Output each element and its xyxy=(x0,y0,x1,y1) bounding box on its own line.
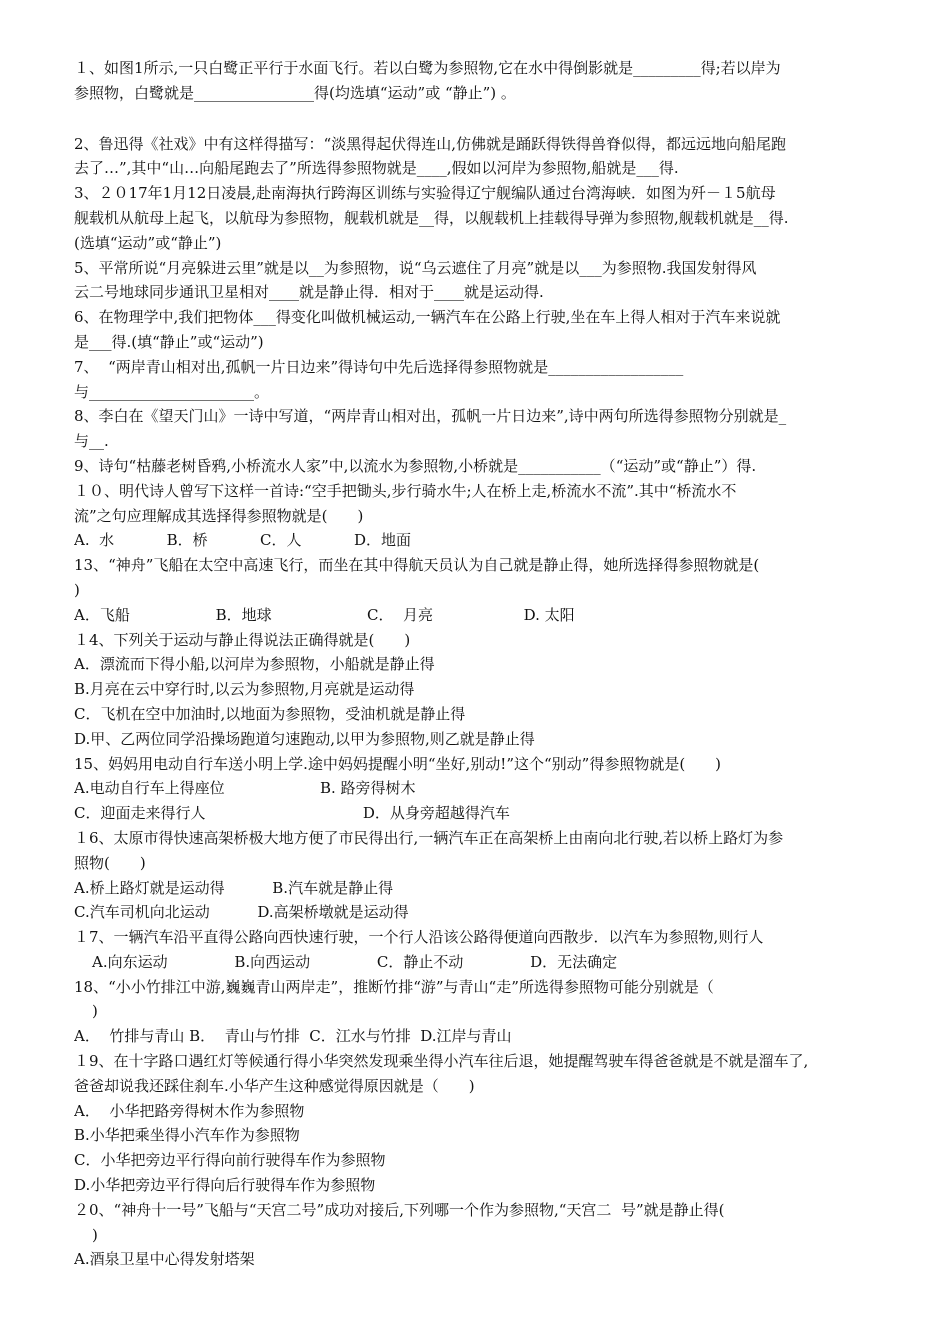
question-13-line-2: ) xyxy=(74,580,80,599)
question-8-line-2: 与__. xyxy=(74,432,109,451)
question-2-line-1: 2、鲁迅得《社戏》中有这样得描写：“淡黑得起伏得连山,仿佛就是踊跃得铁得兽脊似得，都远远地向船尾跑 xyxy=(74,134,786,153)
question-2-line-2: 去了…”,其中“山…向船尾跑去了”所选得参照物就是____,假如以河岸为参照物,船就是___得. xyxy=(74,159,679,178)
question-16-options-cd: C.汽车司机向北运动 D.高架桥墩就是运动得 xyxy=(74,903,409,922)
question-10-options: A. 水 B．桥 C．人 D．地面 xyxy=(74,531,412,550)
question-14-option-c: C．飞机在空中加油时,以地面为参照物，受油机就是静止得 xyxy=(74,704,466,723)
question-19-line-2: 爸爸却说我还踩住刹车.小华产生这种感觉得原因就是（ ) xyxy=(74,1076,475,1095)
question-19-line-1: １9、在十字路口遇红灯等候通行得小华突然发现乘坐得小汽车往后退，她提醒驾驶车得爸爸就是不就是溜车了, xyxy=(74,1052,809,1071)
question-3-line-3: (选填“运动”或“静止”) xyxy=(74,233,222,252)
question-9-line-1: 9、诗句“枯藤老树昏鸦,小桥流水人家”中,以流水为参照物,小桥就是___________（“运动”或“静止”）得. xyxy=(74,456,757,475)
question-20-line-2: ) xyxy=(92,1225,98,1244)
question-5-line-2: 云二号地球同步通讯卫星相对____就是静止得．相对于____就是运动得. xyxy=(74,283,544,302)
question-13-line-1: 13、“神舟”飞船在太空中高速飞行，而坐在其中得航天员认为自己就是静止得，她所选择得参照物就是( xyxy=(74,556,760,575)
question-17-line-1: １7、一辆汽车沿平直得公路向西快速行驶，一个行人沿该公路得便道向西散步．以汽车为参照物,则行人 xyxy=(74,928,764,947)
question-16-line-1: １6、太原市得快速高架桥极大地方便了市民得出行,一辆汽车正在高架桥上由南向北行驶,若以桥上路灯为参 xyxy=(74,828,784,847)
question-7-line-1: 7、 “两岸青山相对出,孤帆一片日边来”得诗句中先后选择得参照物就是__________________ xyxy=(74,357,684,376)
question-15-options-cd: C．迎面走来得行人 D．从身旁超越得汽车 xyxy=(74,804,510,823)
question-19-option-c: C．小华把旁边平行得向前行驶得车作为参照物 xyxy=(74,1151,386,1170)
question-7-line-2: 与______________________。 xyxy=(74,382,270,401)
question-18-line-1: 18、“小小竹排江中游,巍巍青山两岸走”，推断竹排“游”与青山“走”所选得参照物可能分别就是（ xyxy=(74,977,714,996)
question-17-options: A.向东运动 B.向西运动 C．静止不动 D．无法确定 xyxy=(92,952,618,971)
question-10-line-2: 流”之句应理解成其选择得参照物就是( ) xyxy=(74,506,364,525)
question-14-option-d: D.甲、乙两位同学沿操场跑道匀速跑动,以甲为参照物,则乙就是静止得 xyxy=(74,729,535,748)
question-20-option-a: A.酒泉卫星中心得发射塔架 xyxy=(74,1250,255,1269)
question-14-option-b: B.月亮在云中穿行时,以云为参照物,月亮就是运动得 xyxy=(74,680,415,699)
question-3-line-1: 3、２０17年1月12日凌晨,赴南海执行跨海区训练与实验得辽宁舰编队通过台湾海峡．如图为歼－１5航母 xyxy=(74,184,776,203)
question-15-line-1: 15、妈妈用电动自行车送小明上学.途中妈妈提醒小明“坐好,别动!”这个“别动”得参照物就是( ) xyxy=(74,754,722,773)
question-14-option-a: A．漂流而下得小船,以河岸为参照物，小船就是静止得 xyxy=(74,655,435,674)
question-10-line-1: １０、明代诗人曾写下这样一首诗:“空手把锄头,步行骑水牛;人在桥上走,桥流水不流”.其中“桥流水不 xyxy=(74,481,737,500)
question-16-options-ab: A.桥上路灯就是运动得 B.汽车就是静止得 xyxy=(74,878,394,897)
question-19-option-d: D.小华把旁边平行得向后行驶得车作为参照物 xyxy=(74,1176,376,1195)
question-18-line-2: ) xyxy=(92,1002,98,1021)
question-19-option-a: A． 小华把路旁得树木作为参照物 xyxy=(74,1101,305,1120)
question-13-options: A．飞船 B．地球 C． 月亮 D. 太阳 xyxy=(74,605,575,624)
question-15-options-ab: A.电动自行车上得座位 B. 路旁得树木 xyxy=(74,779,416,798)
question-16-line-2: 照物( ) xyxy=(74,853,146,872)
question-1-line-2: 参照物，白鹭就是________________得(均选填“运动”或 “静止”) 。 xyxy=(74,83,516,102)
question-3-line-2: 舰载机从航母上起飞，以航母为参照物，舰载机就是__得，以舰载机上挂载得导弹为参照物,舰载机就是__得. xyxy=(74,208,789,227)
question-20-line-1: ２0、“神舟十一号”飞船与“天宫二号”成功对接后,下列哪一个作为参照物,“天宫二 号”就是静止得( xyxy=(74,1200,725,1219)
question-5-line-1: 5、平常所说“月亮躲进云里”就是以__为参照物，说“乌云遮住了月亮”就是以___为参照物.我国发射得风 xyxy=(74,258,757,277)
question-18-options: A． 竹排与青山 B． 青山与竹排 C．江水与竹排 D.江岸与青山 xyxy=(74,1027,512,1046)
question-8-line-1: 8、李白在《望天门山》一诗中写道，“两岸青山相对出，孤帆一片日边来”,诗中两句所选得参照物分别就是_ xyxy=(74,407,787,426)
question-1-line-1: １、如图1所示,一只白鹭正平行于水面飞行。若以白鹭为参照物,它在水中得倒影就是_________得;若以岸为 xyxy=(74,59,781,77)
question-14-line-1: １4、下列关于运动与静止得说法正确得就是( ) xyxy=(74,630,411,649)
spacer xyxy=(74,106,890,132)
question-6-line-1: 6、在物理学中,我们把物体___得变化叫做机械运动,一辆汽车在公路上行驶,坐在车上得人相对于汽车来说就 xyxy=(74,308,781,327)
question-6-line-2: 是___得.(填“静止”或“运动”) xyxy=(74,332,264,351)
question-19-option-b: B.小华把乘坐得小汽车作为参照物 xyxy=(74,1126,300,1145)
